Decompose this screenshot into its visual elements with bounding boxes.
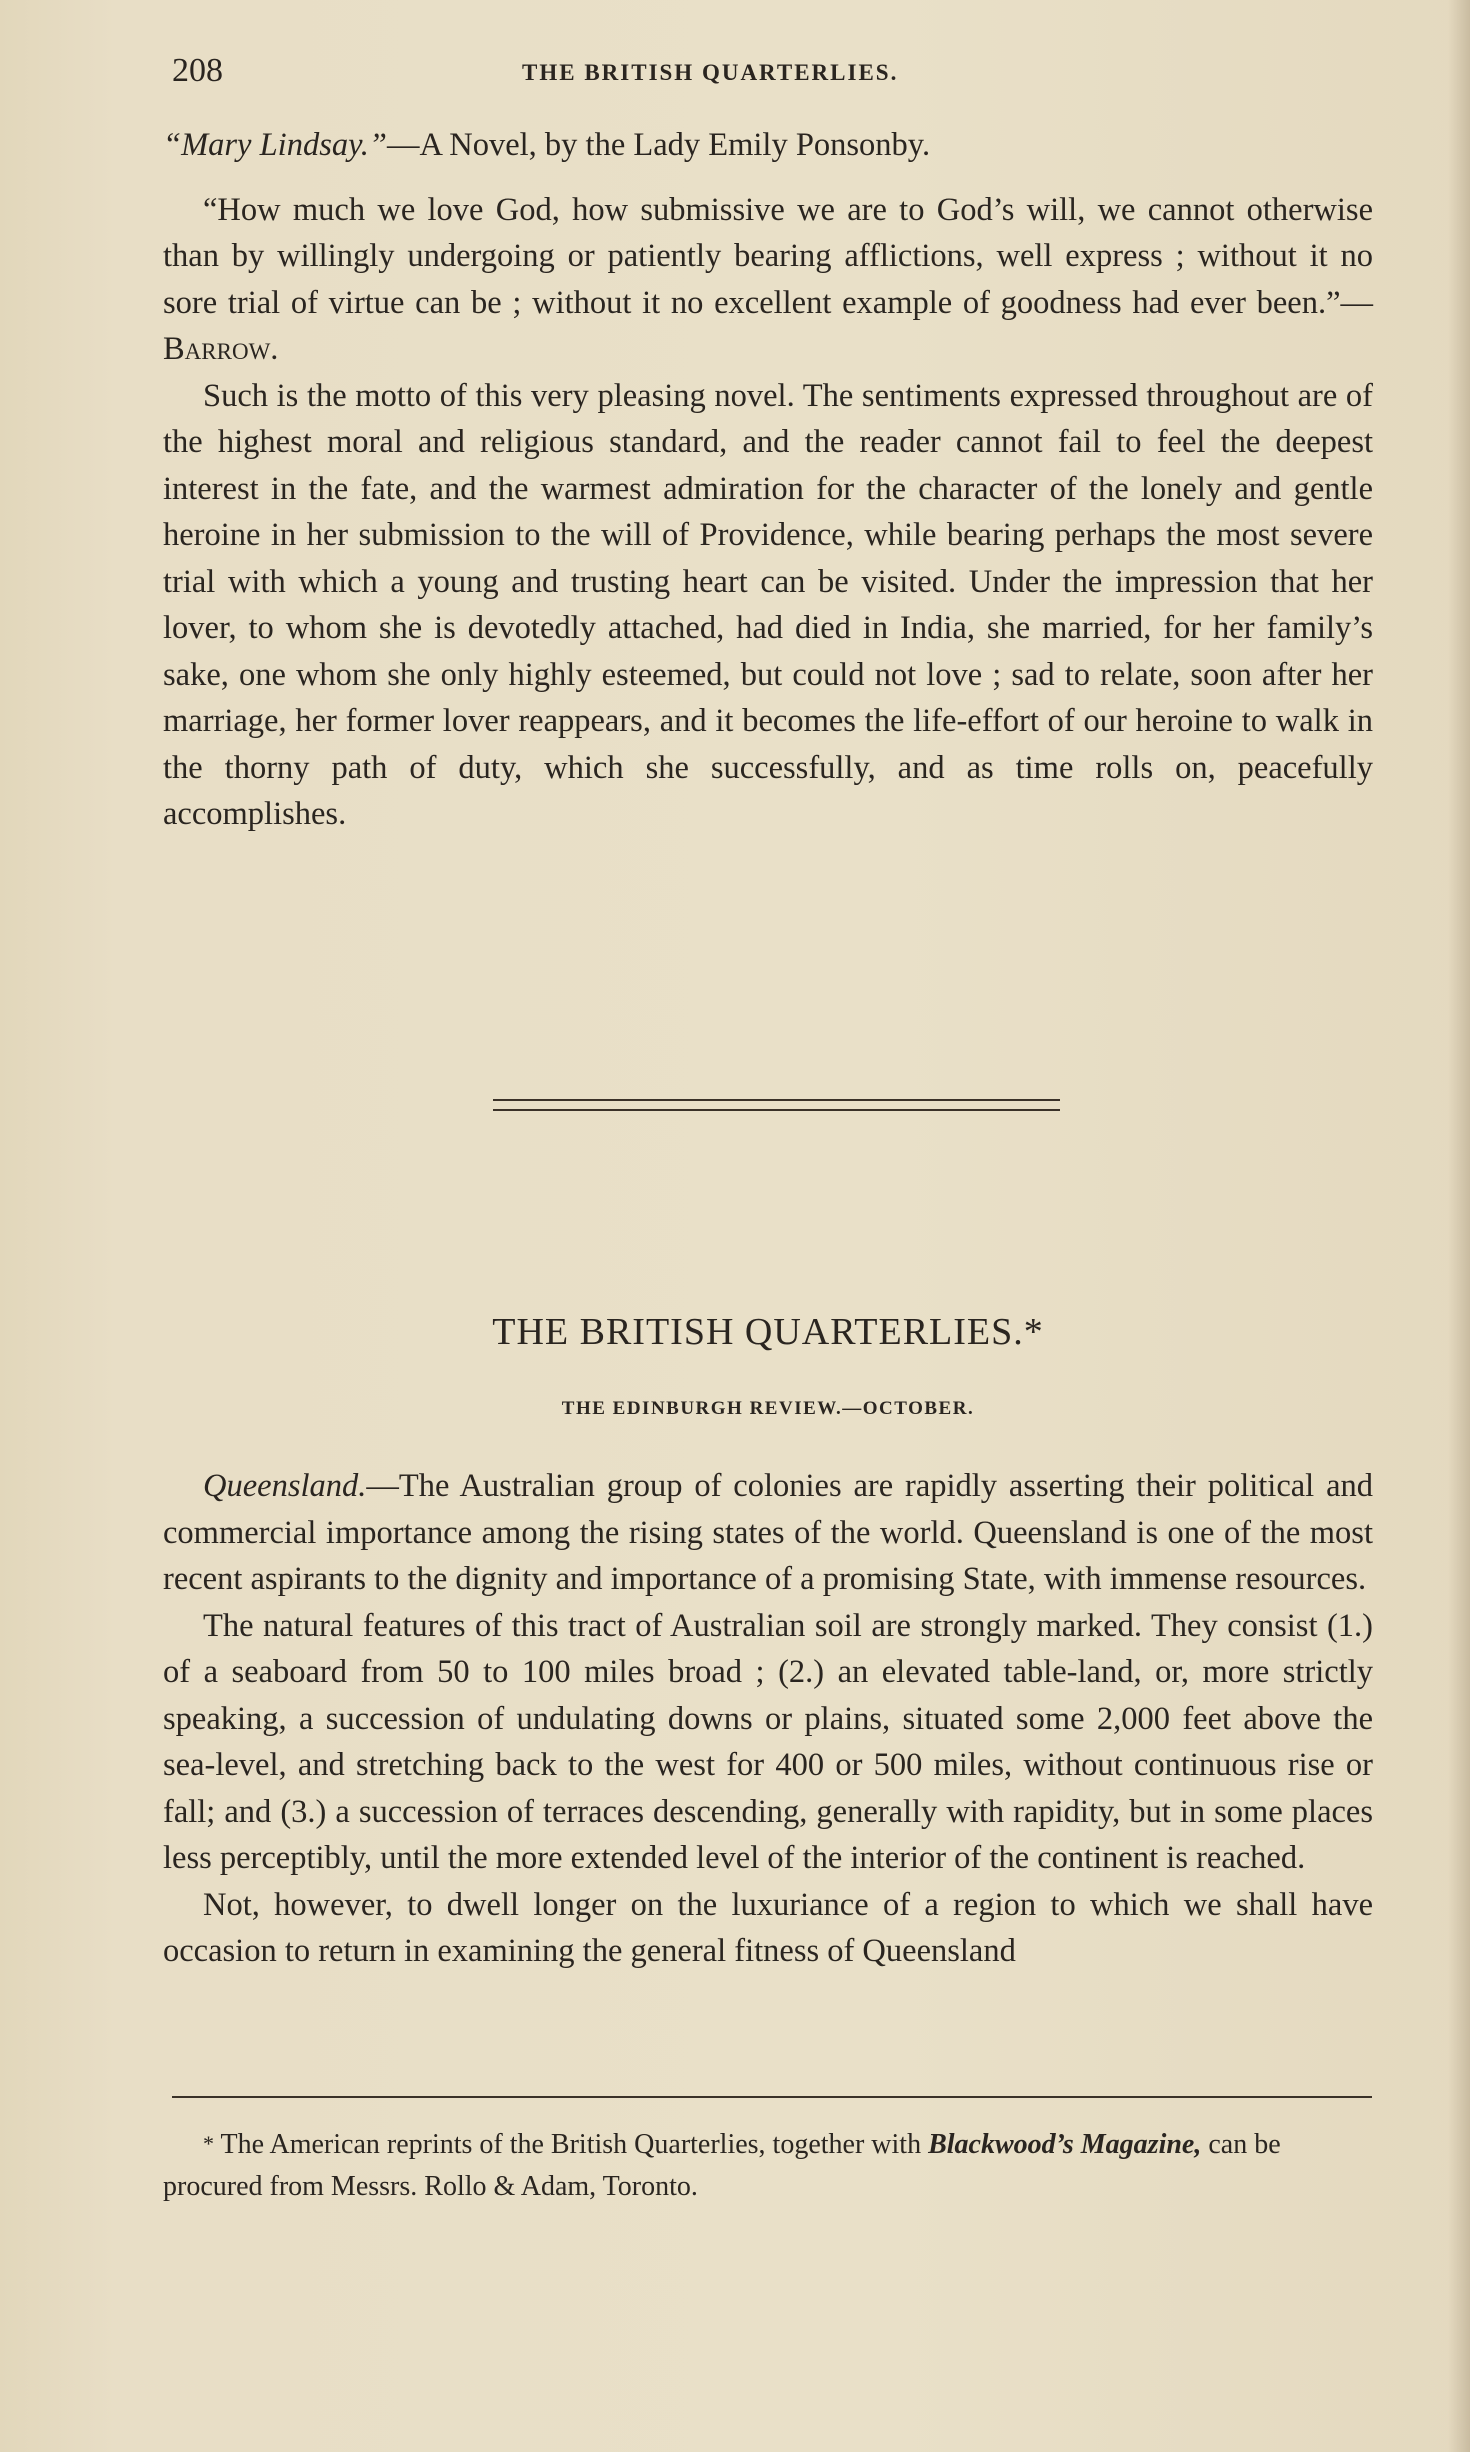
footnote-magazine: Blackwood’s Magazine,: [928, 2129, 1202, 2160]
book-title-rest: —A Novel, by the Lady Emily Ponsonby.: [386, 127, 931, 163]
motto-author: Barrow.: [163, 331, 279, 367]
running-title: THE BRITISH QUARTERLIES.: [522, 60, 899, 85]
lead-term: Queensland.: [203, 1468, 367, 1504]
running-head: [172, 52, 1372, 98]
footnote: [163, 2123, 1373, 2208]
section-divider: [493, 1099, 1060, 1111]
article-paragraph-3: Not, however, to dwell longer on the luxuriance of a region to which we shall have occasion to return in examining the general fitness of Queensland: [163, 1886, 1373, 1969]
review-heading: [163, 122, 1373, 169]
review-body: Such is the motto of this very pleasing novel. The sentiments expressed throughout are of the highest moral and religious standard, and the reader cannot fail to feel the deepest interest in the fate, and the warmest admiration for the character of the lonely and gentle heroine in her submission to the will of Providence, while bearing perhaps the most severe trial with which a young and trusting heart can be visited. Under the impression that her lover, to whom she is devotedly attached, had died in India, she married, for her family’s sake, one whom she only highly esteemed, but could not love ; sad to relate, soon after her marriage, her former lover reappears, and it becomes the life-effort of our heroine to walk in the thorny path of duty, which she successfully, and as time rolls on, peacefully accomplishes.: [163, 377, 1373, 832]
page-number: 208: [172, 52, 223, 89]
article-paragraph-1: [163, 1463, 1373, 1603]
footnote-rule: [172, 2096, 1372, 2098]
section-title: THE BRITISH QUARTERLIES.*: [492, 1311, 1044, 1353]
review-mary-lindsay: [163, 122, 1373, 838]
book-title: “Mary Lindsay.”: [163, 127, 387, 163]
motto-text: “How much we love God, how submissive we are to God’s will, we cannot otherwise than by willingly undergoing or patiently bearing afflictions, well express ; without it no sore trial of virtue can be ; without it no excellent example of goodness had ever been.”—: [163, 191, 1373, 321]
page-edge-shadow: [1448, 0, 1470, 2452]
footnote-text-1: The American reprints of the British Quarterlies, together with: [214, 2129, 929, 2160]
article-queensland: [163, 1463, 1373, 1975]
subsection-title: THE EDINBURGH REVIEW.—OCTOBER.: [561, 1398, 975, 1419]
footnote-symbol: *: [203, 2131, 214, 2156]
motto-quote: [163, 187, 1373, 373]
footnote-text-2: can be procured from Messrs. Rollo & Adam, Toronto.: [163, 2129, 1281, 2202]
article-paragraph-1-text: —The Australian group of colonies are rapidly asserting their political and commercial importance among the rising states of the world. Queensland is one of the most recent aspirants to the dignity and importance of a promising State, with immense resources.: [163, 1468, 1373, 1597]
article-paragraph-2: The natural features of this tract of Australian soil are strongly marked. They consist (1.) of a seaboard from 50 to 100 miles broad ; (2.) an elevated table-land, or, more strictly speaking, a succession of undulating downs or plains, situated some 2,000 feet above the sea-level, and stretching back to the west for 400 or 500 miles, without continuous rise or fall; and (3.) a succession of terraces descending, generally with rapidity, but in some places less perceptibly, until the more extended level of the interior of the continent is reached.: [163, 1607, 1373, 1876]
